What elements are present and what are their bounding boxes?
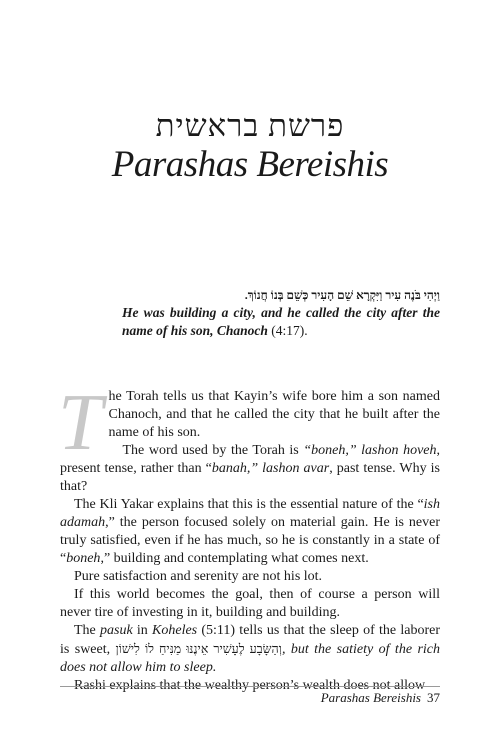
paragraph-1: he Torah tells us that Kayin’s wife bore him a son named Chanoch, and that he called the city that he built after the name of his son.: [108, 389, 440, 440]
text-run: The Kli Yakar explains that this is the essential nature of the “: [74, 497, 424, 512]
hebrew-inline-quote: וְהַשָּׂבָע לֶעָשִׁיר אֵינֶנּוּ מַנִּיחַ לוֹ לִישׁוֹן: [115, 642, 282, 656]
text-run-italic: banah,” lashon avar: [211, 461, 330, 476]
paragraph-6: [60, 622, 440, 677]
page-number: 37: [427, 690, 440, 705]
paragraph-7: Rashi explains that the wealthy person’s wealth does not allow: [74, 678, 426, 693]
text-run: (5:11) tells us that the sleep of the laborer is sweet,: [60, 623, 440, 657]
footer-rule: [60, 686, 440, 687]
text-run: The word used by the Torah is: [122, 443, 304, 458]
running-head: Parashas Bereishis: [320, 690, 421, 705]
text-run: ,” building and contemplating what comes next.: [100, 551, 369, 566]
parasha-title-english: Parashas Bereishis: [111, 144, 389, 185]
epigraph: [122, 287, 440, 340]
text-run-italic: pasuk: [100, 623, 133, 638]
text-run-italic: , but the satiety of the rich does not allow him to sleep.: [60, 642, 441, 675]
epigraph-hebrew: וַיְהִי בֹּנֶה עִיר וַיִּקְרָא שֵׁם הָעִיר כְּשֵׁם בְּנוֹ חֲנוֹךְ.: [244, 288, 440, 302]
text-run: The: [74, 623, 100, 638]
text-run: ,” the person focused solely on material gain. He is never truly satisfied, even if he has much, so he is constantly in a state of “: [60, 515, 440, 566]
text-run-italic: “boneh,” lashon hoveh: [303, 443, 437, 458]
paragraph-5: If this world becomes the goal, then of course a person will never tire of investing in it, building and building.: [60, 587, 440, 620]
text-run-italic: boneh: [66, 551, 101, 566]
text-run: , past tense. Why is that?: [60, 461, 440, 494]
paragraph-3: [60, 496, 440, 568]
paragraph-4: Pure satisfaction and serenity are not his lot.: [74, 569, 323, 584]
text-run: , present tense, rather than “: [60, 443, 440, 476]
drop-cap: T: [58, 379, 103, 467]
page-footer: [60, 690, 440, 706]
parasha-title-hebrew: פרשת בראשית: [155, 108, 345, 143]
text-run-italic: ish adamah: [60, 497, 440, 530]
text-run: in: [132, 623, 153, 638]
paragraph-2: [60, 442, 440, 496]
body-text: [58, 379, 441, 695]
epigraph-english: He was building a city, and he called the city after the name of his son, Chanoch: [122, 305, 440, 338]
epigraph-reference: (4:17).: [271, 323, 308, 338]
text-run-italic: Koheles: [152, 623, 198, 638]
epigraph-english-block: [122, 304, 440, 340]
